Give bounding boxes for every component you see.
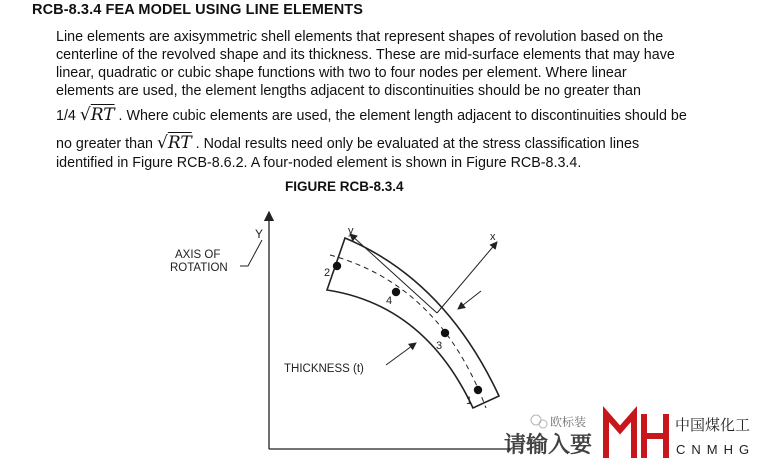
paragraph-line-4: elements are used, the element lengths adjacent to discontinuities should be no greater than <box>56 83 641 99</box>
node-3-label: 3 <box>436 340 443 352</box>
thickness-arrow-outer <box>458 291 481 309</box>
thickness-label: THICKNESS (t) <box>284 363 364 375</box>
node-1-marker <box>474 386 482 394</box>
paragraph-line-3: linear, quadratic or cubic shape functions with two to four nodes per element. Where linear <box>56 65 627 81</box>
thickness-arrow-inner <box>386 343 416 365</box>
mid-surface-line <box>330 255 486 408</box>
local-x-label: x <box>490 231 496 243</box>
node-4-marker <box>392 288 400 296</box>
line-6-text: . Nodal results need only be evaluated at the stress classification lines <box>195 136 640 152</box>
fraction-text: 1/4 <box>56 108 76 124</box>
line-5-text: . Where cubic elements are used, the element length adjacent to discontinuities should be <box>118 108 687 124</box>
paragraph-line-7: identified in Figure RCB-8.6.2. A four-noded element is shown in Figure RCB-8.3.4. <box>56 155 582 171</box>
paragraph-line-1: Line elements are axisymmetric shell elements that represent shapes of revolution based on the <box>56 29 664 45</box>
brand-en-text: CNMHG <box>676 442 756 457</box>
sqrt-expression: √RT <box>79 105 115 125</box>
shell-element-outline <box>327 238 499 408</box>
section-heading: RCB-8.3.4 FEA MODEL USING LINE ELEMENTS <box>32 2 363 18</box>
node-3-marker <box>441 329 449 337</box>
local-y-axis <box>350 234 437 313</box>
paragraph-line-2: centerline of the revolved shape and its thickness. These are mid-surface elements that may have <box>56 47 675 63</box>
axis-y-label: Y <box>255 227 264 241</box>
node-2-marker <box>333 262 341 270</box>
axis-of-rotation-label-1: AXIS OF <box>175 249 221 261</box>
figure-title: FIGURE RCB-8.3.4 <box>285 179 404 194</box>
sqrt-expression-2: √RT <box>156 133 192 153</box>
axis-of-rotation-leader <box>240 240 262 266</box>
wechat-icon <box>531 415 547 428</box>
node-4-label: 4 <box>386 295 393 307</box>
node-2-label: 2 <box>324 267 331 279</box>
node-1-label: 1 <box>466 395 473 407</box>
cnmhg-logo-mark <box>606 414 666 458</box>
line-6-prefix: no greater than <box>56 136 153 152</box>
prompt-watermark-text: 请输入要 <box>504 432 593 457</box>
axis-of-rotation-label-2: ROTATION <box>170 262 228 274</box>
brand-cn-text: 中国煤化工 <box>675 417 751 434</box>
wechat-watermark-text: 欧标装 <box>550 415 587 429</box>
local-y-label: y <box>348 225 354 237</box>
